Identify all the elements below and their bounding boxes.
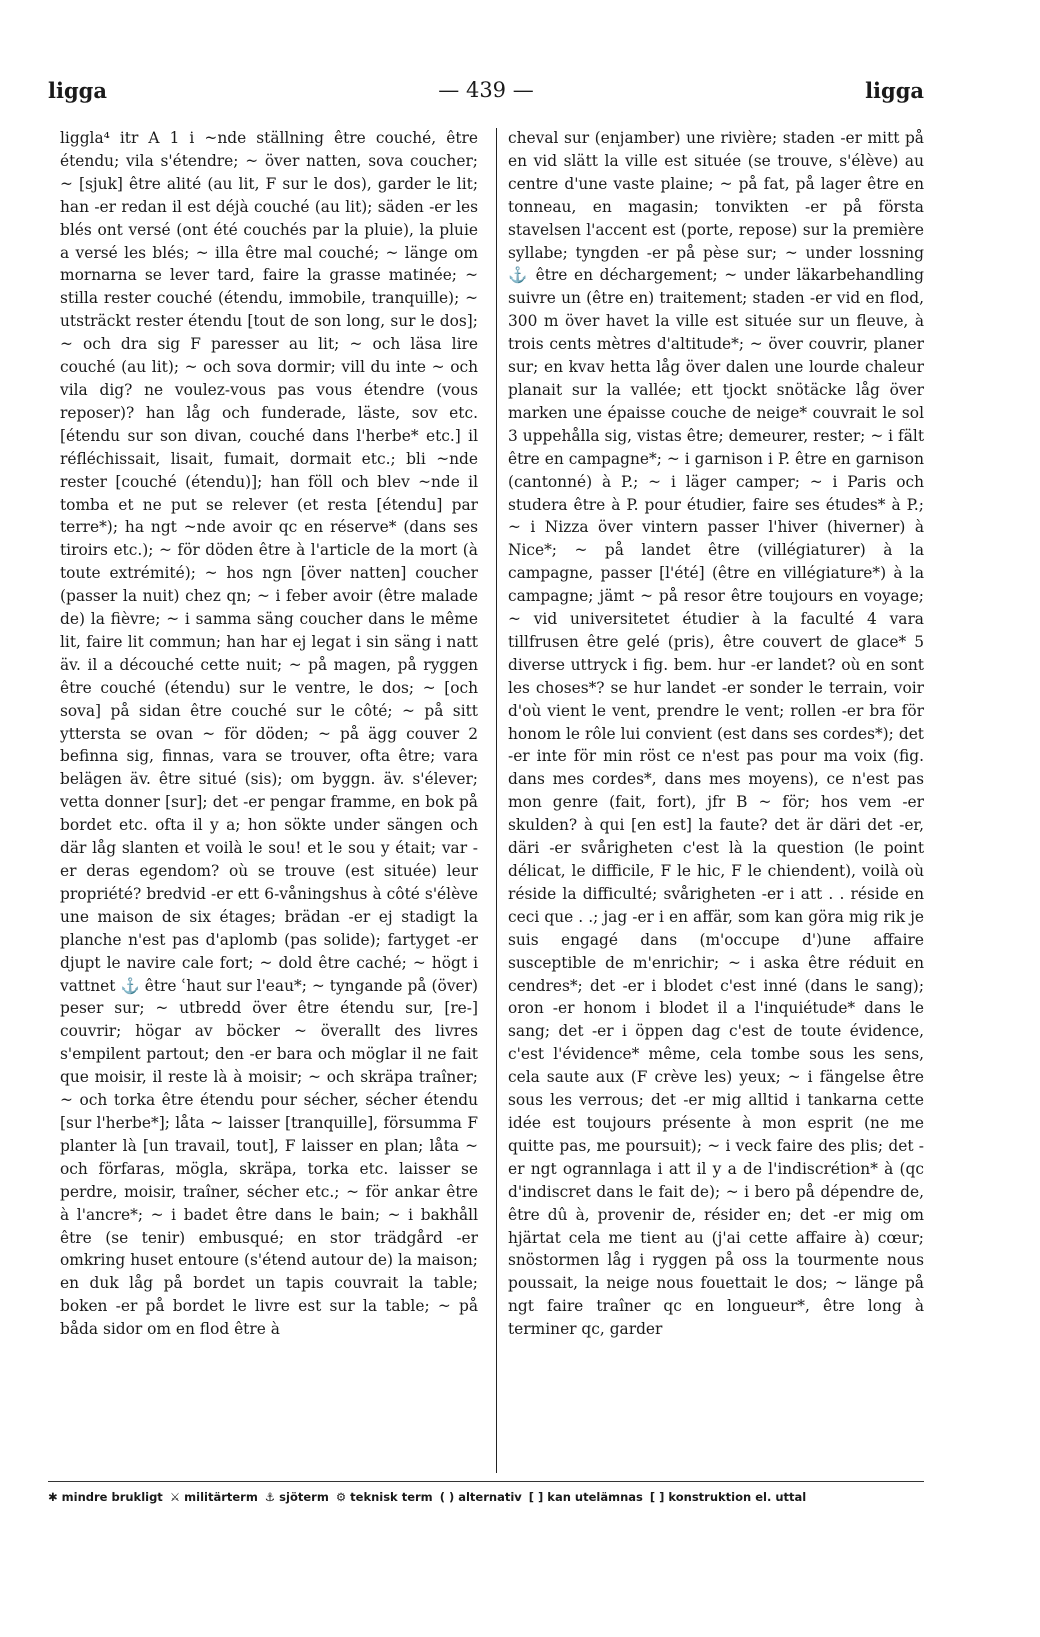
legend-construction: [ ] konstruktion el. uttal <box>649 1490 807 1504</box>
legend-alternative: ( ) alternativ <box>439 1490 522 1504</box>
legend-technical: ⚙ teknisk term <box>335 1490 433 1504</box>
right-column <box>508 127 924 1473</box>
page-number: — 439 — <box>438 78 534 102</box>
header-right-keyword: ligga <box>865 78 924 103</box>
footer-rule <box>48 1481 924 1482</box>
left-column <box>60 127 478 1473</box>
legend-footer <box>48 1490 948 1510</box>
left-column-text: liggla⁴ itr A 1 i ~nde ställning être couché, être étendu; vila s'étendre; ~ över natten, sova coucher; ~ [sjuk] être alité (au lit, F sur le dos), garder le lit; han -er redan il est déjà couché (au lit); säden -er les blés ont versé (ont été couchés par la pluie), la pluie a versé les blés; ~ illa être mal couché; ~ länge om mornarna se lever tard, faire la grasse matinée; ~ stilla rester couché (étendu, immobile, tranquille); ~ utsträckt rester étendu [tout de son long, sur le dos]; ~ och dra sig F paresser au lit; ~ och läsa lire couché (au lit); ~ och sova dormir; vill du inte ~ och vila dig? ne voulez-vous pas vous étendre (vous reposer)? han låg och funderade, läste, sov etc. [étendu sur son divan, couché dans l'herbe* etc.] il réfléchissait, lisait, fumait, dormait etc.; bli ~nde rester [couché (étendu)]; han föll och blev ~nde il tomba et ne put se relever (et resta [étendu] par terre*); ha ngt ~nde avoir qc en réserve* (dans ses tiroirs etc.); ~ för döden être à l'article de la mort (à toute extrémité); ~ hos ngn [över natten] coucher (passer la nuit) chez qn; ~ i feber avoir (être malade de) la fièvre; ~ i samma säng coucher dans le même lit, faire lit commun; han har ej legat i sin säng i natt äv. il a découché cette nuit; ~ på magen, på ryggen être couché (étendu) sur le ventre, le dos; ~ [och sova] på sidan être couché sur le côté; ~ på sitt yttersta se ovan ~ för döden; ~ på ägg couver 2 befinna sig, finnas, vara se trouver, ofta être; vara belägen äv. être situé (sis); om byggn. äv. s'élever; vetta donner [sur]; det -er pengar framme, en bok på bordet etc. ofta il y a; hon sökte under sängen och där låg slanten et voilà le sou! et le sou y était; var -er deras egendom? où se trouve (est située) leur propriété? bredvid -er ett 6-våningshus à côté s'élève une maison de six étages; brädan -er ej stadigt la planche n'est pas d'aplomb (pas solide); fartyget -er djupt le navire cale fort; ~ dold être caché; ~ högt i vattnet ⚓ être ʿhaut sur l'eau*; ~ tyngande på (över) peser sur; ~ utbredd över être étendu sur, [re-] couvrir; högar av böcker ~ överallt des livres s'empilent partout; den -er bara och möglar il ne fait que moisir, il reste là à moisir; ~ och skräpa traîner; ~ och torka être étendu pour sécher, sécher étendu [sur l'herbe*]; låta ~ laisser [tranquille], försumma F planter là [un travail, tout], F laisser en plan; låta ~ och förfaras, mögla, skräpa, torka etc. laisser se perdre, moisir, traîner, sécher etc.; ~ för ankar être à l'ancre*; ~ i badet être dans le bain; ~ i bakhåll être (se tenir) embusqué; en stor trädgård -er omkring huset entoure (s'étend autour de) la maison; en duk låg på bordet un tapis couvrait la table; boken -er på bordet le livre est sur la table; ~ på båda sidor om en flod être à <box>60 129 478 1339</box>
column-divider <box>496 128 497 1473</box>
header-left-keyword: ligga <box>48 78 107 103</box>
right-column-text: cheval sur (enjamber) une rivière; staden -er mitt på en vid slätt la ville est située (se trouve, s'élève) au centre d'une vaste plaine; ~ på fat, på lager être en tonneau, en magasin; tonvikten -er på första stavelsen l'accent est (porte, repose) sur la première syllabe; tyngden -er på pèse sur; ~ under lossning ⚓ être en déchargement; ~ under läkarbehandling suivre un (être en) traitement; staden -er vid en flod, 300 m över havet la ville est située sur un fleuve, à trois cents mètres d'altitude*; ~ över couvrir, planer sur; en kvav hetta låg över dalen une lourde chaleur planait sur la vallée; ett tjockt snötäcke låg över marken une épaisse couche de neige* couvrait le sol 3 uppehålla sig, vistas être; demeurer, rester; ~ i fält être en campagne*; ~ i garnison i P. être en garnison (cantonné) à P.; ~ i läger camper; ~ i Paris och studera être à P. pour étudier, faire ses études* à P.; ~ i Nizza över vintern passer l'hiver (hiverner) à Nice*; ~ på landet être (villégiaturer) à la campagne, passer [l'été] (être en villégiature*) à la campagne; jämt ~ på resor être toujours en voyage; ~ vid universitetet étudier à la faculté 4 vara tillfrusen être gelé (pris), être couvert de glace* 5 diverse uttryck i fig. bem. hur -er landet? où en sont les choses*? se hur landet -er sonder le terrain, voir d'où vient le vent, prendre le vent; rollen -er bra för honom le rôle lui convient (est dans ses cordes*); det -er inte för min röst ce n'est pas pour ma voix (fig. dans mes cordes*, dans mes moyens), ce n'est pas mon genre (fait, fort), jfr B ~ för; hos vem -er skulden? à qui [en est] la faute? det är däri det -er, däri -er svårigheten c'est là la question (le point délicat, le difficile, F le hic, F le chiendent), voilà où réside la difficulté; svårigheten -er i att . . réside en ceci que . .; jag -er i en affär, som kan göra mig rik je suis engagé dans (m'occupe d')une affaire susceptible de m'enrichir; ~ i aska être réduit en cendres*; det -er i blodet c'est inné (dans le sang); oron -er honom i blodet il a l'inquiétude* dans le sang; det -er i öppen dag c'est de toute évidence, c'est l'évidence* même, cela tombe sous les sens, cela saute aux (F crève les) yeux; ~ i fängelse être sous les verrous; det -er mig alltid i tankarna cette idée est toujours présente à mon esprit (ne me quitte pas, me poursuit); ~ i veck faire des plis; det -er ngt ogrannlaga i att il y a de l'indiscrétion* à (qc d'indiscret dans le fait de); ~ i bero på dépendre de, être dû à, provenir de, résider en; det -er mig om hjärtat cela me tient au (j'ai cette affaire à) cœur; snöstormen låg i ryggen på oss la tourmente nous poussait, la neige nous fouettait le dos; ~ länge på ngt faire traîner qc en longueur*, être long à terminer qc, garder <box>508 129 924 1339</box>
legend-military: ⚔ militärterm <box>169 1490 258 1504</box>
legend-nautical: ⚓ sjöterm <box>264 1490 329 1504</box>
running-header <box>48 78 924 112</box>
legend-optional: [ ] kan utelämnas <box>528 1490 643 1504</box>
legend-rare: ✱ mindre brukligt <box>48 1490 163 1504</box>
